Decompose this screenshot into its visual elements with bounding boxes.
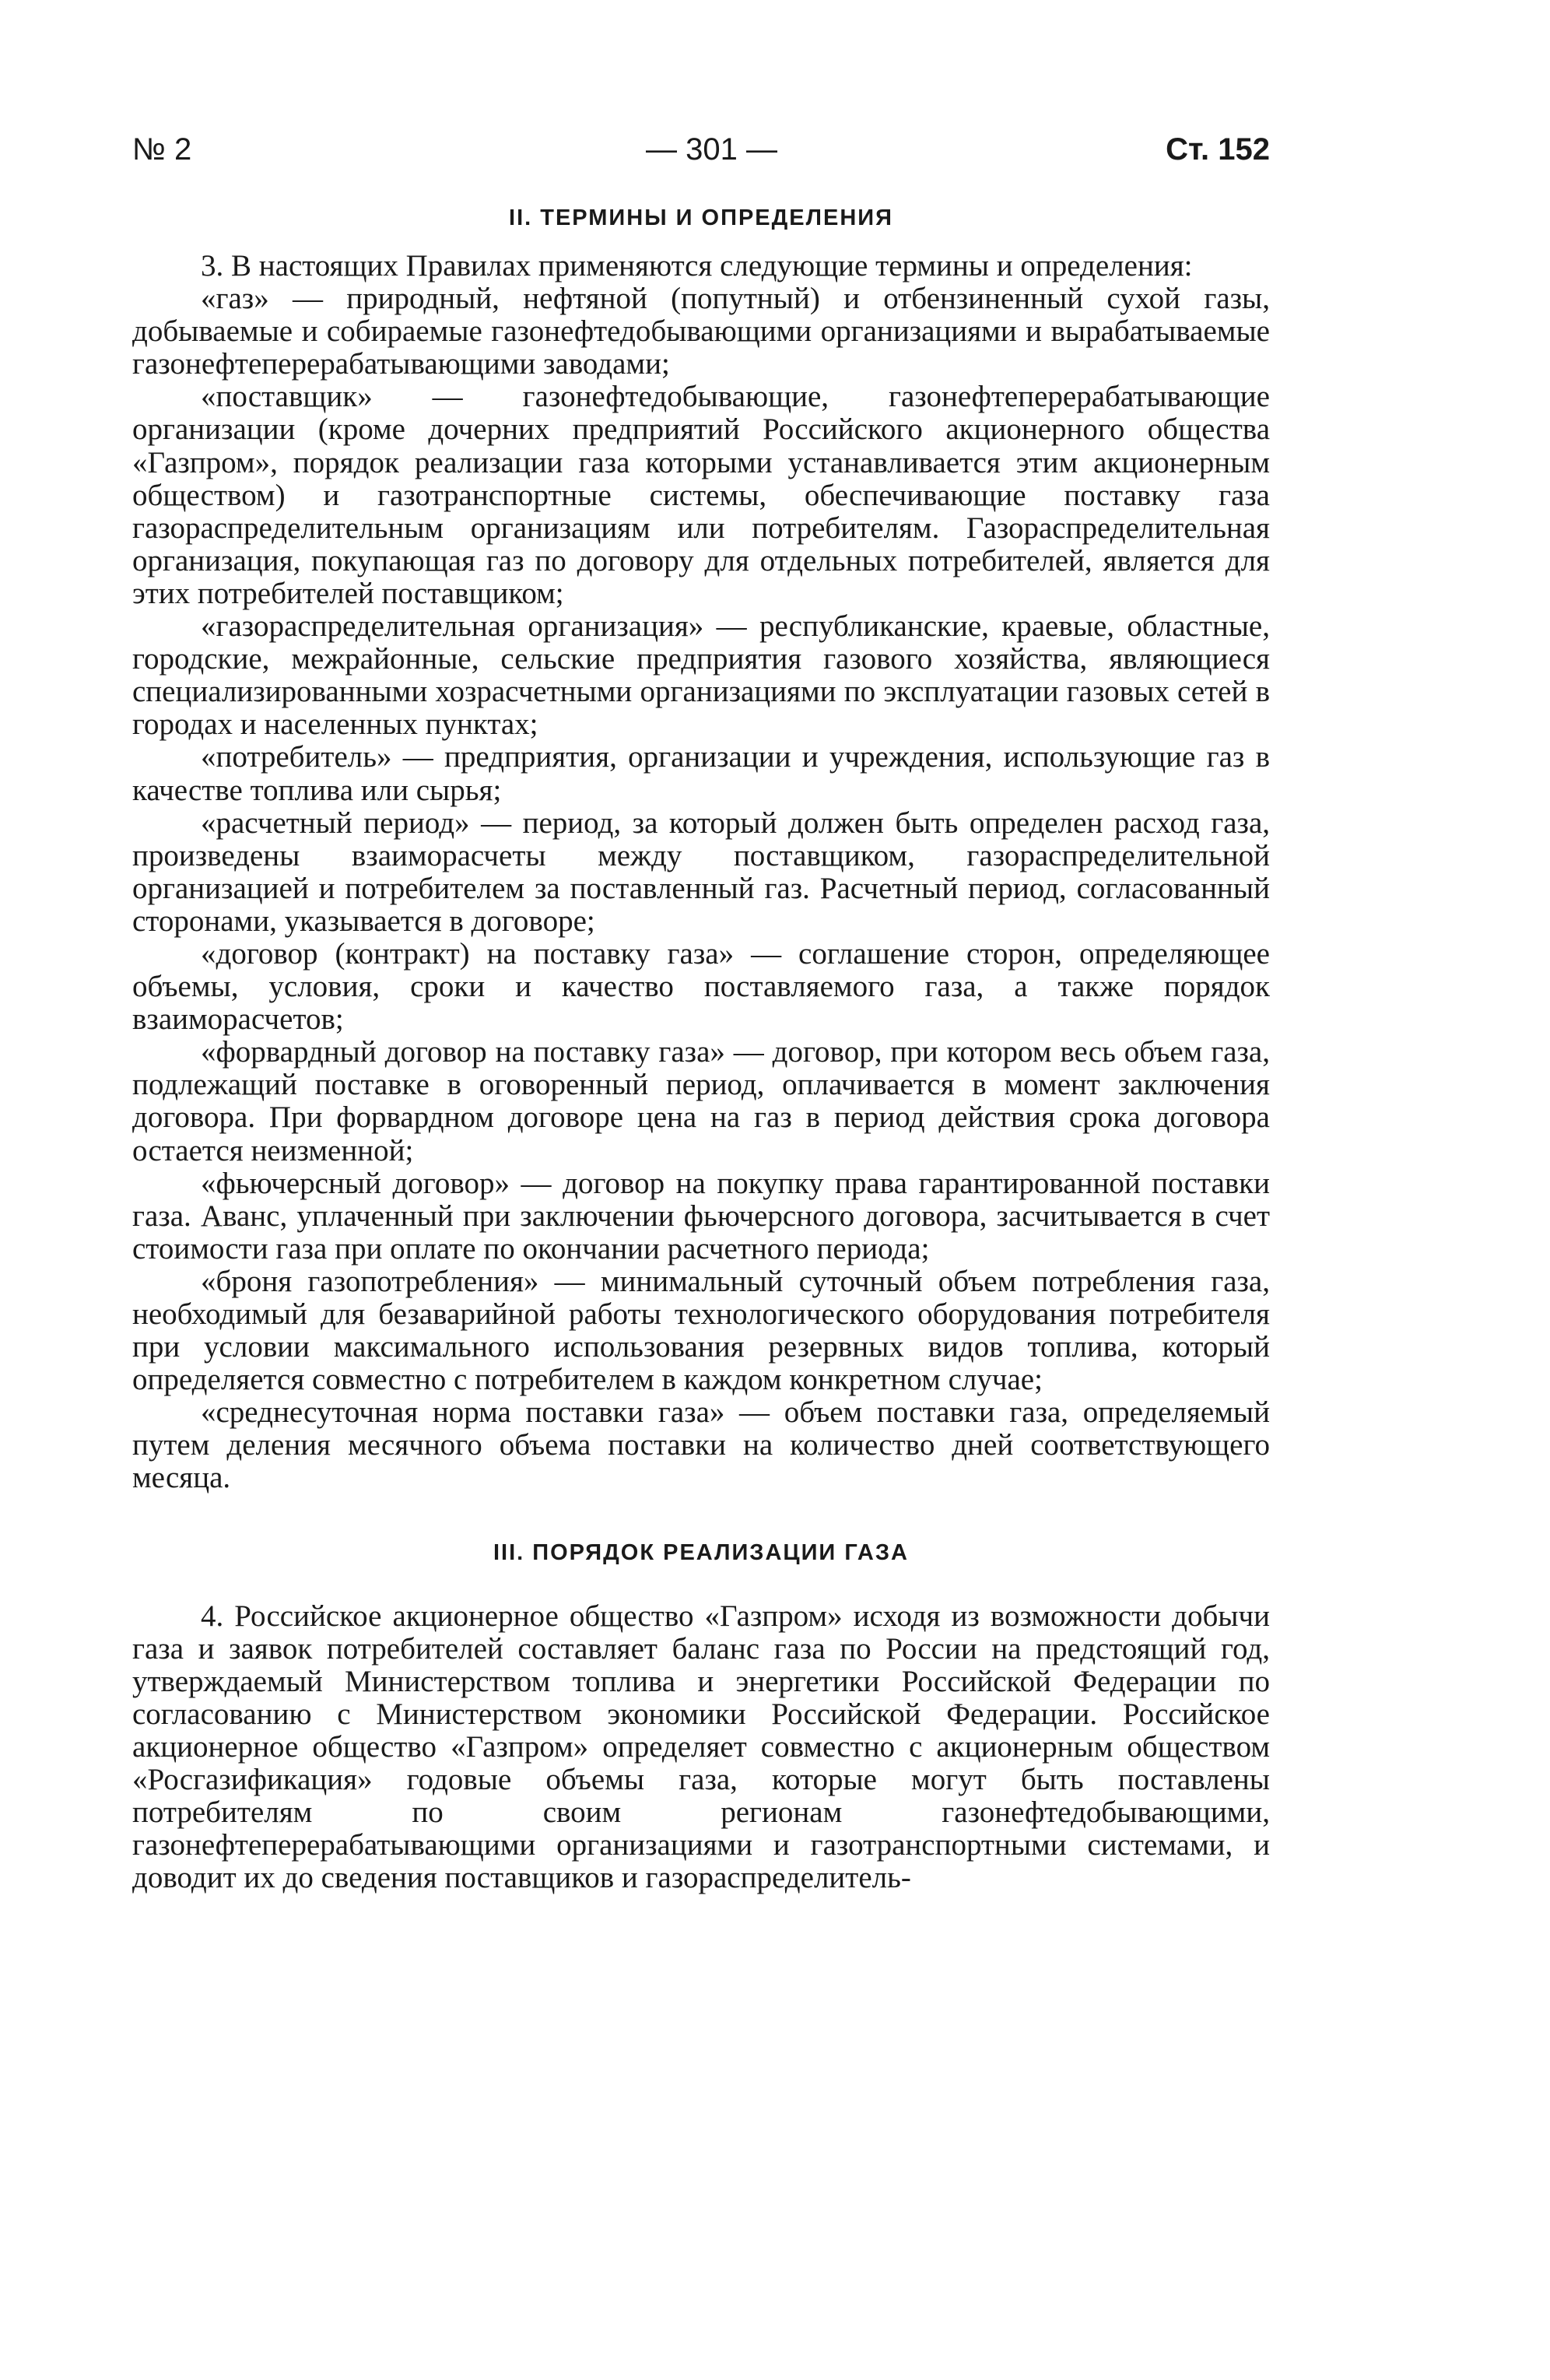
- document-page: [132, 132, 1270, 1894]
- page-number: — 301 —: [646, 132, 777, 167]
- definition-consumer: «потребитель» — предприятия, организации и учреждения, использующие газ в качестве топлива или сырья;: [132, 740, 1270, 807]
- definition-gas: «газ» — природный, нефтяной (попутный) и отбензиненный сухой газы, добываемые и собираемые газонефтедобывающими организациями и вырабатываемые газонефтеперерабатывающими заводами;: [132, 282, 1270, 381]
- definition-settlement-period: «расчетный период» — период, за который должен быть определен расход газа, произведены взаиморасчеты между поставщиком, газораспределительной организацией и потребителем за поставленный газ. Расчетный период, согласованный сторонами, указывается в договоре;: [132, 806, 1270, 938]
- paragraph: 3. В настоящих Правилах применяются следующие термины и определения:: [201, 249, 1193, 283]
- definition-supplier: «поставщик» — газонефтедобывающие, газонефтеперерабатывающие организации (кроме дочерних предприятий Российского акционерного общества «Газпром», порядок реализации газа которыми устанавливается этим акционерным обществом) и газотранспортные системы, обеспечивающие поставку газа газораспределительным организациям или потребителям. Газораспределительная организация, покупающая газ по договору для отдельных потребителей, является для этих потребителей поставщиком;: [132, 380, 1270, 610]
- article-number: Ст. 152: [1166, 132, 1270, 167]
- definition-contract: «договор (контракт) на поставку газа» — соглашение сторон, определяющее объемы, условия, сроки и качество поставляемого газа, а также порядок взаиморасчетов;: [132, 936, 1270, 1037]
- section-title-sales-procedure: III. ПОРЯДОК РЕАЛИЗАЦИИ ГАЗА: [493, 1539, 909, 1565]
- issue-number: № 2: [132, 132, 192, 167]
- definition-futures-contract: «фьючерсный договор» — договор на покупку права гарантированной поставки газа. Аванс, уплаченный при заключении фьючерсного договора, засчитывается в счет стоимости газа при оплате по окончании расчетного периода;: [132, 1166, 1270, 1265]
- definition-daily-norm: «среднесуточная норма поставки газа» — объем поставки газа, определяемый путем деления месячного объема поставки на количество дней соответствующего месяца.: [132, 1395, 1270, 1495]
- definition-distribution-org: «газораспределительная организация» — республиканские, краевые, областные, городские, межрайонные, сельские предприятия газового хозяйства, являющиеся специализированными хозрасчетными организациями по эксплуатации газовых сетей в городах и населенных пунктах;: [132, 609, 1270, 742]
- definition-gas-reserve: «броня газопотребления» — минимальный суточный объем потребления газа, необходимый для безаварийной работы технологического оборудования потребителя при условии максимального использования резервных видов топлива, который определяется совместно с потребителем в каждом конкретном случае;: [132, 1264, 1270, 1397]
- section-title-terms: II. ТЕРМИНЫ И ОПРЕДЕЛЕНИЯ: [509, 205, 893, 230]
- definition-forward-contract: «форвардный договор на поставку газа» — договор, при котором весь объем газа, подлежащий поставке в оговоренный период, оплачивается в момент заключения договора. При форвардном договоре цена на газ в период действия срока договора остается неизменной;: [132, 1035, 1270, 1167]
- running-header: [132, 132, 1270, 187]
- paragraph: 4. Российское акционерное общество «Газпром» исходя из возможности добычи газа и заявок потребителей составляет баланс газа по России на предстоящий год, утверждаемый Министерством топлива и энергетики Российской Федерации по согласованию с Министерством экономики Российской Федерации. Российское акционерное общество «Газпром» определяет совместно с акционерным обществом «Росгазификация» годовые объемы газа, которые могут быть поставлены потребителям по своим регионам газонефтедобывающими, газонефтеперерабатывающими организациями и газотранспортными системами, и доводит их до сведения поставщиков и газораспределитель-: [132, 1599, 1270, 1895]
